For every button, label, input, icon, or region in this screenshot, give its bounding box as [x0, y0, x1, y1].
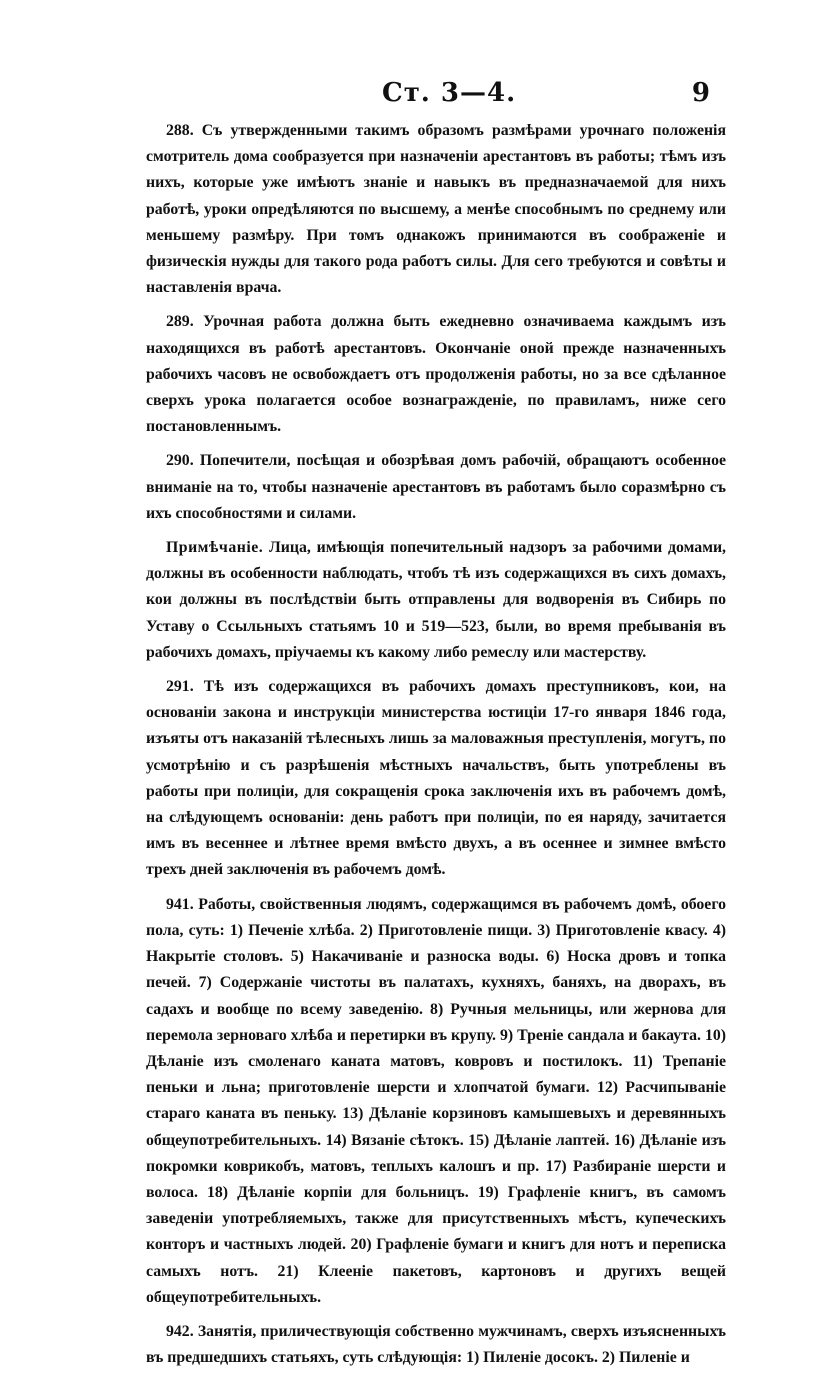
article-text: Работы, свойственныя людямъ, содержащимся въ рабочемъ домѣ, обоего пола, суть: 1) Печеніе хлѣба. 2) Приготовленіе пищи. 3) Приготовленіе квасу. 4) Накрытіе столовъ. 5) Накачиваніе и разноска воды. 6) Носка дровъ и топка печей. 7) Содержаніе чистоты въ палатахъ, кухняхъ, баняхъ, на дворахъ, въ садахъ и вообще по всему заведенію. 8) Ручныя мельницы, или жернова для перемола зерноваго хлѣба и перетирки въ крупу. 9) Треніе сандала и бакаута. 10) Дѣланіе изъ смоленаго каната матовъ, ковровъ и постилокъ. 11) Трепаніе пеньки и льна; приготовленіе шерсти и хлопчатой бумаги. 12) Расчипываніе стараго каната въ пеньку. 13) Дѣланіе корзиновъ камышевыхъ и деревянныхъ общеупотребительныхъ. 14) Вязаніе сѣтокъ. 15) Дѣланіе лаптей. 16) Дѣланіе изъ покромки коврикобъ, матовъ, теплыхъ калошъ и пр. 17) Разбираніе шерсти и волоса. 18) Дѣланіе корпіи для больницъ. 19) Графленіе книгъ, въ самомъ заведеніи употребляемыхъ, также для присутственныхъ мѣстъ, купеческихъ конторъ и частныхъ людей. 20) Графленіе бумаги и книгъ для нотъ и переписка самыхъ нотъ. 21) Клееніе пакетовъ, картоновъ и другихъ вещей общеупотребительныхъ.	[146, 895, 726, 1306]
article-number: 942.	[166, 1322, 194, 1340]
article-942	[146, 1319, 726, 1371]
article-289	[146, 309, 726, 440]
note-text: Лица, имѣющія попечительный надзоръ за рабочими домами, должны въ особенности наблюдать, чтобъ тѣ изъ содержащихся въ сихъ домахъ, кои должны въ послѣдствіи быть отправлены для водворенія въ Сибирь по Уставу о Ссыльныхъ статьямъ 10 и 519—523, были, во время пребыванія въ рабочихъ домахъ, пріучаемы къ какому либо ремеслу или мастерству.	[146, 539, 726, 661]
article-290	[146, 448, 726, 527]
article-text: Попечители, посѣщая и обозрѣвая домъ рабочій, обращаютъ особенное вниманіе на то, чтобы назначеніе арестантовъ въ работамъ было соразмѣрно съ ихъ способностями и силами.	[146, 452, 726, 522]
article-text: Тѣ изъ содержащихся въ рабочихъ домахъ преступниковъ, кои, на основаніи закона и инструкціи министерства юстиціи 17-го января 1846 года, изъяты отъ наказаній тѣлесныхъ лишь за маловажныя преступленія, могутъ, по усмотрѣнію и съ разрѣшенія мѣстныхъ начальствъ, быть употреблены въ работы при полиціи, для сокращенія срока заключенія ихъ въ рабочемъ домѣ, на слѣдующемъ основаніи: день работъ при полиціи, по ея наряду, зачитается имъ въ весеннее и лѣтнее время вмѣсто двухъ, а въ осеннее и зимнее вмѣсто трехъ дней заключенія въ рабочемъ домѣ.	[146, 678, 726, 879]
article-number: 941.	[166, 895, 194, 913]
note-label: Примѣчаніе.	[166, 539, 264, 557]
page-number: 9	[691, 78, 710, 108]
article-number: 291.	[166, 678, 194, 696]
article-291	[146, 674, 726, 884]
article-number: 290.	[166, 452, 194, 470]
note-paragraph	[146, 535, 726, 666]
article-text: Занятія, приличествующія собственно мужчинамъ, сверхъ изъясненныхъ въ предшедшихъ статьяхъ, суть слѣдующія: 1) Пиленіе досокъ. 2) Пиленіе и	[146, 1322, 726, 1367]
page-body	[146, 118, 726, 1379]
article-941	[146, 892, 726, 1311]
article-number: 288.	[166, 122, 194, 139]
article-text: Урочная работа должна быть ежедневно означиваема каждымъ изъ находящихся въ работѣ арестантовъ. Окончаніе оной прежде назначенныхъ рабочихъ часовъ не освобождаетъ отъ продолженія работы, но за все сдѣланное сверхъ урока полагается особое вознагражденіе, по правиламъ, ниже сего постановленнымъ.	[146, 313, 726, 436]
page-header	[150, 78, 710, 114]
article-range: Ст. 3—4.	[382, 78, 517, 108]
article-text: Съ утвержденными такимъ образомъ размѣрами урочнаго положенія смотритель дома сообразуется при назначеніи арестантовъ въ работы; тѣмъ изъ нихъ, которые уже имѣютъ знаніе и навыкъ въ предназначаемой для нихъ работѣ, уроки опредѣляются по высшему, а менѣе способнымъ по среднему или меньшему размѣру. При томъ однакожъ принимаются въ соображеніе и физическія нужды для такого рода работъ силы. Для сего требуются и совѣты и наставленія врача.	[146, 122, 726, 297]
article-288	[146, 118, 726, 301]
article-number: 289.	[166, 313, 194, 331]
